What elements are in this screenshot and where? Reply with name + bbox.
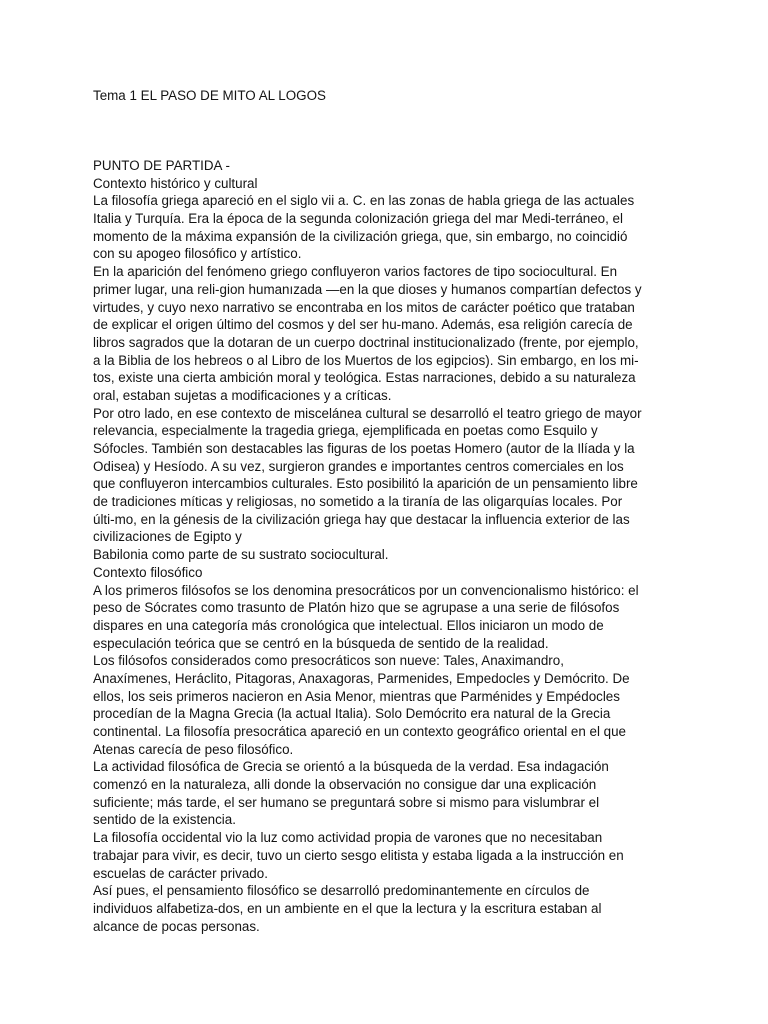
text-line: Contexto filosófico xyxy=(93,564,203,580)
text-line: primer lugar, una reli-gion humanızada —en la que dioses y humanos compartían defectos y xyxy=(93,281,642,297)
text-line: especulación teórica que se centró en la búsqueda de sentido de la realidad. xyxy=(93,635,549,651)
text-line: Odisea) y Hesíodo. A su vez, surgieron grandes e importantes centros comerciales en los xyxy=(93,458,624,474)
text-line: Por otro lado, en ese contexto de miscelánea cultural se desarrolló el teatro griego de mayor xyxy=(93,405,642,421)
text-line: momento de la máxima expansión de la civilización griega, que, sin embargo, no coincidió xyxy=(93,228,628,244)
text-line: individuos alfabetiza-dos, en un ambiente en el que la lectura y la escritura estaban al xyxy=(93,900,602,916)
text-line: Así pues, el pensamiento filosófico se desarrolló predominantemente en círculos de xyxy=(93,883,590,899)
text-line: La filosofía occidental vio la luz como actividad propia de varones que no necesitaban xyxy=(93,830,603,846)
text-line: La filosofía griega apareció en el siglo vii a. C. en las zonas de habla griega de las actuales xyxy=(93,193,635,209)
text-line: con su apogeo filosófico y artístico. xyxy=(93,246,302,262)
text-line: A los primeros filósofos se los denomina presocráticos por un convencionalismo histórico: el xyxy=(93,582,639,598)
text-line: últi-mo, en la génesis de la civilización griega hay que destacar la influencia exterior de las xyxy=(93,511,630,527)
text-line: trabajar para vivir, es decir, tuvo un cierto sesgo elitista y estaba ligada a la instrucción en xyxy=(93,847,624,863)
text-line: virtudes, y cuyo nexo narrativo se encontraba en los mitos de carácter poético que trataban xyxy=(93,299,635,315)
text-line: Italia y Turquía. Era la época de la segunda colonización griega del mar Medi-terráneo, el xyxy=(93,211,623,227)
text-line: peso de Sócrates como trasunto de Platón hizo que se agrupase a una serie de filósofos xyxy=(93,600,620,616)
text-line: suficiente; más tarde, el ser humano se preguntará sobre si mismo para vislumbrar el xyxy=(93,794,600,810)
text-line: libros sagrados que la dotaran de un cuerpo doctrinal institucionalizado (frente, por ejemplo, xyxy=(93,334,639,350)
text-line: a la Biblia de los hebreos o al Libro de los Muertos de los egipcios). Sin embargo, en los mi- xyxy=(93,352,639,368)
text-line: Atenas carecía de peso filosófico. xyxy=(93,741,294,757)
document-body xyxy=(93,157,693,935)
text-line: Babilonia como parte de su sustrato sociocultural. xyxy=(93,547,389,563)
text-line: sentido de la existencia. xyxy=(93,812,236,828)
text-line: ellos, los seis primeros nacieron en Asia Menor, mientras que Parménides y Empédocles xyxy=(93,688,620,704)
text-line: alcance de pocas personas. xyxy=(93,918,260,934)
text-line: escuelas de carácter privado. xyxy=(93,865,268,881)
text-line: que confluyeron intercambios culturales. Esto posibilitó la aparición de un pensamiento libre xyxy=(93,476,638,492)
text-line: PUNTO DE PARTIDA - xyxy=(93,158,230,173)
text-line: continental. La filosofía presocrática apareció en un contexto geográfico oriental en el que xyxy=(93,724,626,739)
text-line: civilizaciones de Egipto y xyxy=(93,529,242,545)
text-line: procedían de la Magna Grecia (la actual Italia). Solo Demócrito era natural de la Grecia xyxy=(93,706,611,722)
text-line: oral, estaban sujetas a modificaciones y a críticas. xyxy=(93,387,392,403)
document-title: Tema 1 EL PASO DE MITO AL LOGOS xyxy=(93,88,326,103)
text-line: Contexto histórico y cultural xyxy=(93,175,258,191)
text-line: Sófocles. También son destacables las figuras de los poetas Homero (autor de la Ilíada y la xyxy=(93,441,635,456)
text-line: de explicar el origen último del cosmos y del ser hu-mano. Además, esa religión carecía de xyxy=(93,317,633,333)
text-line: tos, existe una cierta ambición moral y teológica. Estas narraciones, debido a su naturaleza xyxy=(93,370,636,386)
text-line: En la aparición del fenómeno griego confluyeron varios factores de tipo sociocultural. En xyxy=(93,264,618,280)
text-line: dispares en una categoría más cronológica que intelectual. Ellos iniciaron un modo de xyxy=(93,617,604,633)
text-line: Los filósofos considerados como presocráticos son nueve: Tales, Anaximandro, xyxy=(93,653,564,669)
text-line: relevancia, especialmente la tragedia griega, ejemplificada en poetas como Esquilo y xyxy=(93,423,598,439)
text-line: Anaxímenes, Heráclito, Pitagoras, Anaxagoras, Parmenides, Empedocles y Demócrito. De xyxy=(93,670,630,686)
text-line: de tradiciones míticas y religiosas, no sometido a la tiranía de las oligarquías locales. Por xyxy=(93,494,623,510)
text-line: La actividad filosófica de Grecia se orientó a la búsqueda de la verdad. Esa indagación xyxy=(93,759,609,775)
text-line: comenzó en la naturaleza, alli donde la observación no consigue dar una explicación xyxy=(93,777,597,793)
